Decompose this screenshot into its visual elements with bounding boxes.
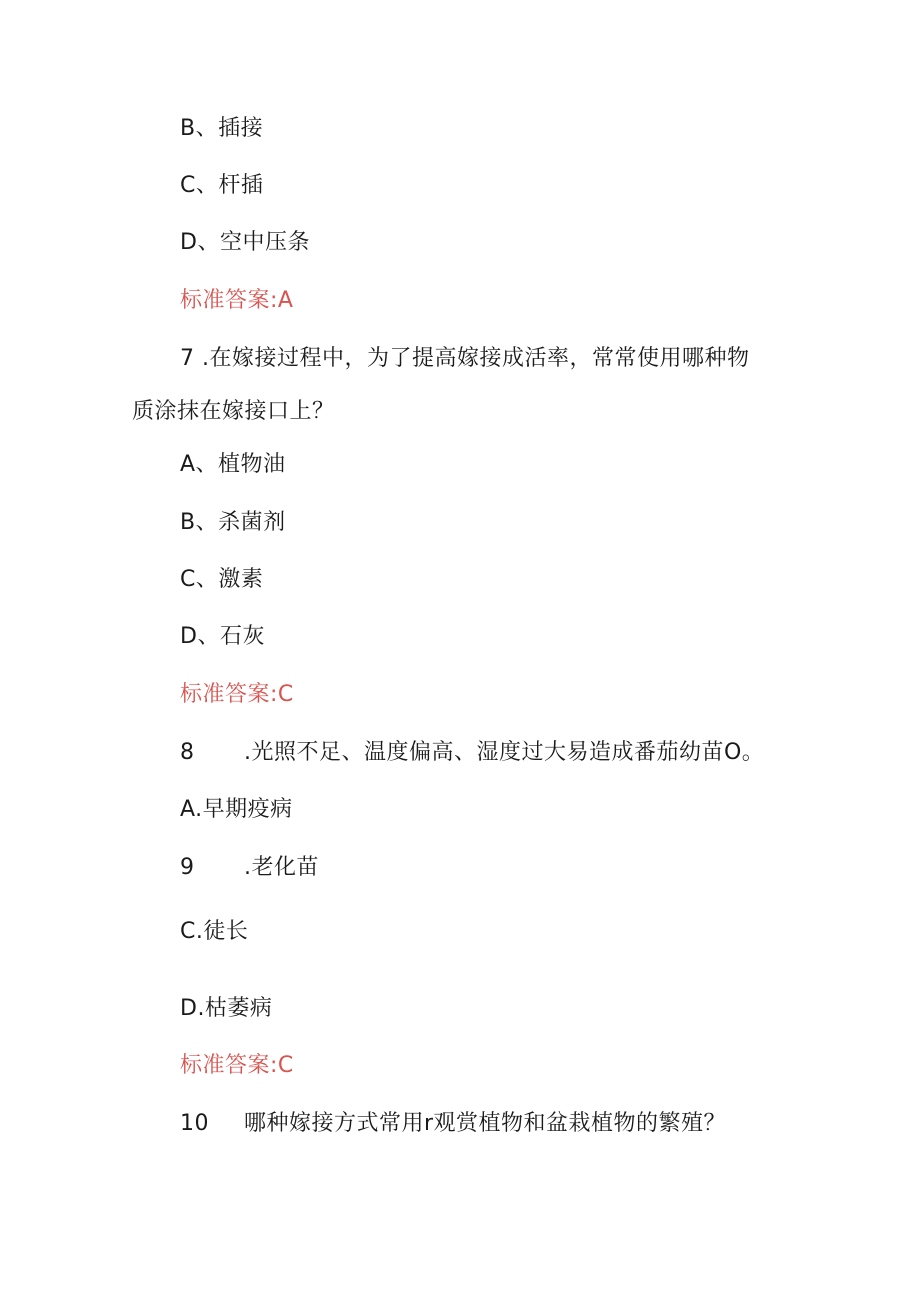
option-d: D、空中压条	[180, 230, 310, 255]
item-number: 9	[180, 855, 195, 880]
answer-label: 标准答案:A	[180, 288, 294, 313]
option-c: C.徒长	[180, 919, 249, 944]
option-a: A、植物油	[180, 452, 286, 477]
question-7-line-1: 7 .在嫁接过程中，为了提高嫁接成活率，常常使用哪种物	[180, 346, 750, 371]
question-7-line-2: 质涂抹在嫁接口上？	[132, 399, 335, 424]
option-text: .老化苗	[244, 855, 319, 880]
question-10	[180, 1109, 726, 1139]
question-8	[180, 738, 764, 768]
option-d: D.枯萎病	[180, 996, 273, 1021]
question-text: .光照不足、温度偏高、湿度过大易造成番茄幼苗O。	[244, 740, 765, 765]
option-b: B、杀菌剂	[180, 510, 286, 535]
question-number: 8	[180, 740, 195, 765]
option-b	[180, 853, 319, 883]
question-number: 10	[180, 1111, 209, 1136]
answer-label: 标准答案:C	[180, 682, 294, 707]
option-a: A.早期疫病	[180, 797, 293, 822]
answer-label: 标准答案:C	[180, 1053, 294, 1078]
question-text: 哪种嫁接方式常用r观赏植物和盆栽植物的繁殖？	[244, 1111, 727, 1136]
option-b: B、插接	[180, 116, 264, 141]
option-c: C、激素	[180, 567, 264, 592]
option-c: C、杆插	[180, 173, 264, 198]
option-d: D、石灰	[180, 624, 265, 649]
